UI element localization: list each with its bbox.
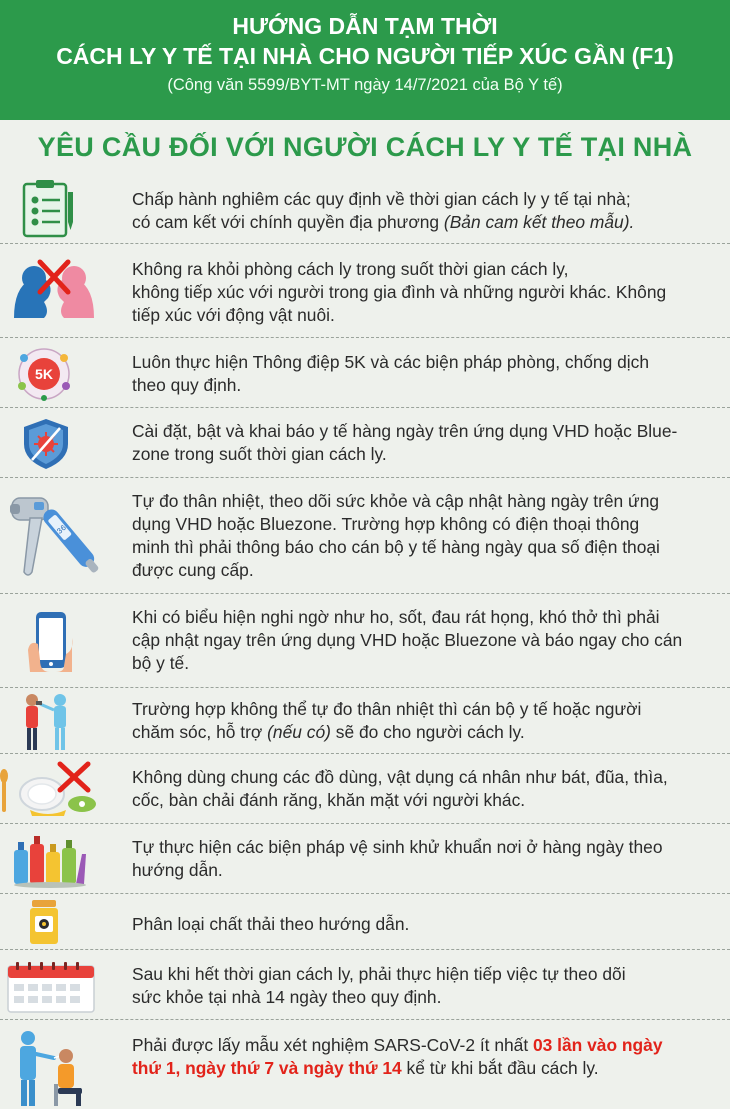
item-7-line1: Trường hợp không thể tự đo thân nhiệt thì cán bộ y tế hoặc người [132,699,642,719]
item-3-line2: theo quy định. [132,375,242,395]
item-1-line1: Chấp hành nghiêm các quy định về thời gian cách ly y tế tại nhà; [132,189,631,209]
item-12-line2-b: kể từ khi bắt đầu cách ly. [401,1058,599,1078]
svg-text:36: 36 [55,523,69,537]
item-5-text [132,490,730,582]
section-title: YÊU CẦU ĐỐI VỚI NGƯỜI CÁCH LY Y TẾ TẠI NHÀ [37,132,693,162]
shield-virus-icon [18,416,110,472]
item-1-text [132,188,730,234]
list-item-8 [0,754,730,824]
item-6-line1: Khi có biểu hiện nghi ngờ như ho, sốt, đau rát họng, khó thở thì phải [132,607,660,627]
thermometer-icon [8,488,100,584]
item-5-line3: minh thì phải thông báo cho cán bộ y tế hàng ngày qua số điện thoại [132,537,660,557]
item-5-line4: được cung cấp. [132,560,254,580]
no-sharing-dishes-icon [0,760,92,818]
item-6-line2: cập nhật ngay trên ứng dụng VHD hoặc Bluezone và báo ngay cho cán [132,630,683,650]
5k-badge-icon [14,346,106,402]
header-banner [0,0,730,120]
item-7-line2-c: sẽ đo cho người cách ly. [330,722,525,742]
item-4-line2: zone trong suốt thời gian cách ly. [132,444,387,464]
list-item-4 [0,408,730,478]
test-sampling-icon [10,1028,102,1108]
item-12-text [132,1034,730,1080]
item-6-line3: bộ y tế. [132,653,190,673]
item-11-line2: sức khỏe tại nhà 14 ngày theo quy định. [132,987,442,1007]
item-12-line2-highlight: thứ 1, ngày thứ 7 và ngày thứ 14 [132,1058,402,1078]
list-item-7 [0,688,730,754]
item-10-text [132,913,730,936]
health-worker-icon [16,690,108,752]
item-12-line1-a: Phải được lấy mẫu xét nghiệm SARS-CoV-2 ít nhất [132,1035,533,1055]
item-7-line2 [132,721,730,744]
item-2-line2: không tiếp xúc với người trong gia đình và những người khác. Không [132,282,667,302]
header-subtitle: (Công văn 5599/BYT-MT ngày 14/7/2021 của Bộ Y tế) [167,76,563,94]
list-item-2 [0,244,730,338]
item-1-line2 [132,211,730,234]
item-3-line1: Luôn thực hiện Thông điệp 5K và các biện pháp phòng, chống dịch [132,352,650,372]
item-8-line1: Không dùng chung các đồ dùng, vật dụng cá nhân như bát, đũa, thìa, [132,767,668,787]
item-5-line2: dụng VHD hoặc Bluezone. Trường hợp không có điện thoại thông [132,514,640,534]
clipboard-icon [8,178,100,238]
item-1-line2-italic: (Bản cam kết theo mẫu). [443,212,635,232]
item-7-line2-italic: (nếu có) [267,722,331,742]
list-item-1 [0,172,730,244]
item-9-text [132,836,730,882]
item-3-text [132,351,730,397]
item-8-line2: cốc, bàn chải đánh răng, khăn mặt với người khác. [132,790,526,810]
waste-bin-icon [24,898,116,946]
item-5-line1: Tự đo thân nhiệt, theo dõi sức khỏe và cập nhật hàng ngày trên ứng [132,491,660,511]
item-6-text [132,606,730,675]
cleaning-supplies-icon [10,830,102,888]
item-11-line1: Sau khi hết thời gian cách ly, phải thực hiện tiếp việc tự theo dõi [132,964,626,984]
header-title-line1: HƯỚNG DẪN TẠM THỜI [232,13,498,39]
item-7-line2-a: chăm sóc, hỗ trợ [132,722,268,742]
list-item-5 [0,478,730,594]
5k-badge-label: 5K [35,366,53,382]
item-8-text [132,766,730,812]
smartphone-icon [26,610,118,674]
list-item-9 [0,824,730,894]
header-title-line2: CÁCH LY Y TẾ TẠI NHÀ CHO NGƯỜI TIẾP XÚC GẦN (F1) [56,43,674,69]
list-item-11 [0,950,730,1020]
item-12-line2 [132,1057,730,1080]
item-12-line1-highlight: 03 lần vào ngày [533,1035,663,1055]
item-2-line3: tiếp xúc với động vật nuôi. [132,305,335,325]
item-2-line1: Không ra khỏi phòng cách ly trong suốt thời gian cách ly, [132,259,569,279]
no-contact-icon [8,258,100,322]
item-1-line2-text: có cam kết với chính quyền địa phương [132,212,444,232]
list-item-10 [0,894,730,950]
item-12-line1 [132,1034,730,1057]
list-item-6 [0,594,730,688]
item-4-line1: Cài đặt, bật và khai báo y tế hàng ngày trên ứng dụng VHD hoặc Blue- [132,421,678,441]
list-item-3 [0,338,730,408]
item-11-text [132,963,730,1009]
item-10-line1: Phân loại chất thải theo hướng dẫn. [132,914,410,934]
item-4-text [132,420,730,466]
item-2-text [132,258,730,327]
item-9-line1: Tự thực hiện các biện pháp vệ sinh khử khuẩn nơi ở hàng ngày theo [132,837,663,857]
item-9-line2: hướng dẫn. [132,860,223,880]
item-7-text [132,698,730,744]
list-item-12 [0,1020,730,1109]
calendar-icon [6,960,98,1014]
